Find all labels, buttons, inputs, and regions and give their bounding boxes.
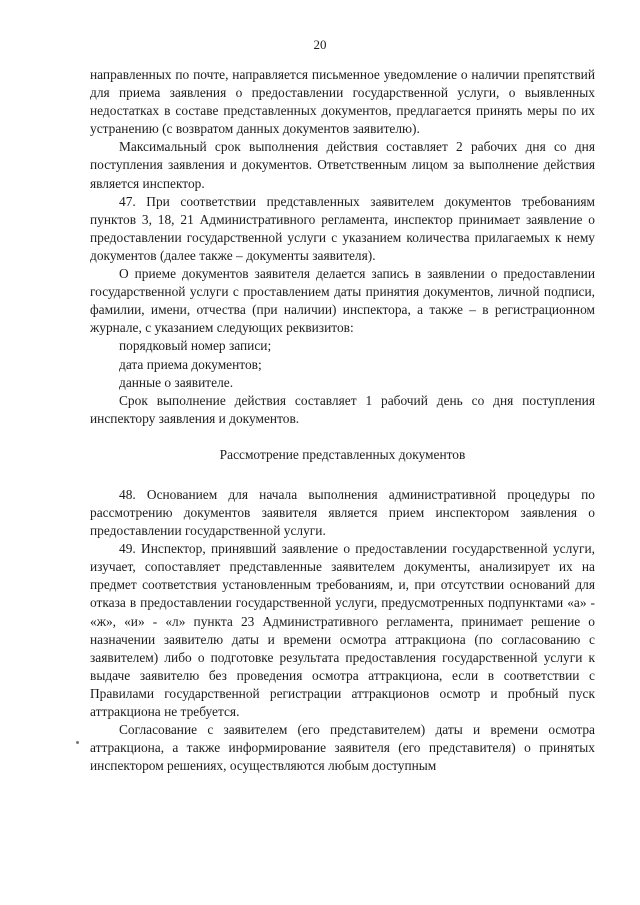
paragraph-48: 48. Основанием для начала выполнения административной процедуры по рассмотрению документов заявителя является прием инспектором заявления о предоставлении государственной услуги. <box>90 486 595 539</box>
paragraph-47: 47. При соответствии представленных заявителем документов требованиям пунктов 3, 18, 21 Административного регламента, инспектор принимает заявление о предоставлении государственной услуги с указанием количества прилагаемых к нему документов (далее также – документы заявителя). <box>90 193 595 263</box>
list-item: данные о заявителе. <box>119 374 234 390</box>
list-item: порядковый номер записи; <box>119 338 272 354</box>
scan-mark <box>76 741 79 744</box>
paragraph-max-term: Максимальный срок выполнения действия составляет 2 рабочих дня со дня поступления заявления и документов. Ответственным лицом за выполнение действия является инспектор. <box>90 139 595 191</box>
paragraph-49: 49. Инспектор, принявший заявление о предоставлении государственной услуги, изучает, сопоставляет представленные заявителем документы, анализирует их на предмет соответствия установленным требованиям, и, при отсутствии оснований для отказа в предоставлении государственной услуги, предусмотренных подпунктами «а» - «ж», «и» - «л» пункта 23 Административного регламента, принимает решение о назначении заявителю даты и времени осмотра аттракциона (по согласованию с заявителем) либо о подготовке результата предоставления государственной услуги к выдаче заявителю без проведения осмотра аттракциона, если в соответствии с Правилами государственной регистрации аттракционов осмотр и пробный пуск аттракциона не требуется. <box>90 541 595 719</box>
list-item: дата приема документов; <box>119 356 262 372</box>
paragraph-agreement: Согласование с заявителем (его представителем) даты и времени осмотра аттракциона, а также информирование заявителя (его представителя) о принятых инспектором решениях, осуществляются любым доступным <box>90 722 595 774</box>
page-number: 20 <box>313 37 327 52</box>
paragraph-continued: направленных по почте, направляется письменное уведомление о наличии препятствий для приема заявления о предоставлении государственной услуги, о выявленных недостатках в составе представленных документов, предлагается принять меры по их устранению (с возвратом данных документов заявителю). <box>90 67 595 137</box>
paragraph-receipt-record: О приеме документов заявителя делается запись в заявлении о предоставлении государственной услуги с проставлением даты принятия документов, личной подписи, фамилии, имени, отчества (при наличии) инспектора, а также – в регистрационном журнале, с указанием следующих реквизитов: <box>90 266 595 336</box>
document-body <box>90 66 595 775</box>
section-heading: Рассмотрение представленных документов <box>219 446 466 462</box>
paragraph-term: Срок выполнение действия составляет 1 рабочий день со дня поступления инспектору заявления и документов. <box>90 392 595 426</box>
